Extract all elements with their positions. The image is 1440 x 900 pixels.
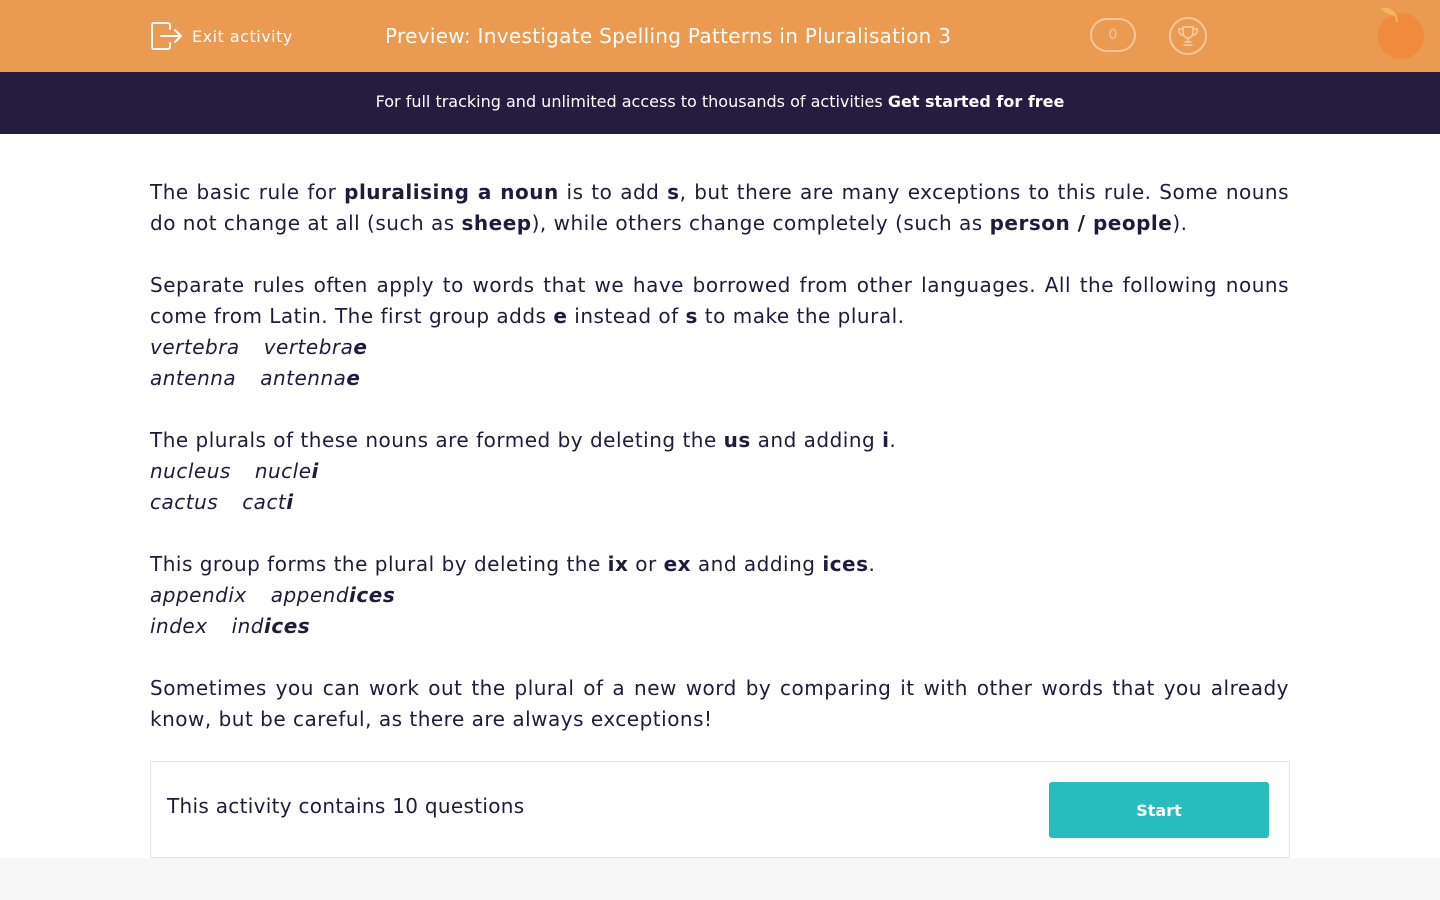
bold-term: sheep	[461, 211, 532, 235]
word-pair	[150, 363, 1289, 394]
text-run: The basic rule for	[150, 180, 345, 204]
score-counter: 0	[1090, 18, 1136, 52]
text-run: , but there are many exceptions to this rule. Some nouns do not change at all (such as	[150, 180, 1289, 235]
text-run: This group forms the plural by deleting the	[150, 552, 608, 576]
promo-text: For full tracking and unlimited access to thousands of activities	[375, 92, 883, 111]
word-pair	[150, 332, 1289, 363]
promo-banner	[0, 72, 1440, 134]
word-pair	[150, 456, 1289, 487]
activity-card	[150, 761, 1290, 858]
plural-word: cacti	[242, 490, 294, 514]
singular-word: nucleus	[150, 459, 231, 483]
exit-activity-label: Exit activity	[192, 26, 293, 46]
bold-term: us	[723, 428, 751, 452]
word-pair	[150, 611, 1289, 642]
singular-word: vertebra	[150, 335, 240, 359]
trophy-icon	[1177, 25, 1199, 47]
intro-paragraph	[150, 177, 1289, 239]
text-run: to make the plural.	[697, 304, 905, 328]
text-run: and adding	[750, 428, 883, 452]
get-started-link[interactable]: Get started for free	[887, 92, 1065, 111]
text-run: instead of	[567, 304, 686, 328]
plural-word: appendices	[270, 583, 396, 607]
singular-word: cactus	[150, 490, 219, 514]
text-run: The plurals of these nouns are formed by deleting the	[150, 428, 724, 452]
text-run: Separate rules often apply to words that we have borrowed from other languages. All the following nouns come from Latin. The first group adds	[150, 273, 1289, 328]
plural-word: vertebrae	[263, 335, 368, 359]
bold-term: ex	[663, 552, 692, 576]
bold-term: i	[882, 428, 890, 452]
text-run: ), while others change completely (such as	[531, 211, 990, 235]
bold-term: person / people	[989, 211, 1173, 235]
footer-band	[0, 858, 1440, 900]
singular-word: antenna	[150, 366, 237, 390]
exit-activity-button[interactable]	[150, 20, 293, 52]
bold-term: s	[667, 180, 680, 204]
text-run: or	[628, 552, 664, 576]
text-run: and adding	[691, 552, 823, 576]
bold-term: ices	[822, 552, 869, 576]
orange-logo-icon	[1376, 6, 1426, 60]
text-run: ).	[1172, 211, 1188, 235]
plural-word: antennae	[260, 366, 361, 390]
text-run: .	[868, 552, 876, 576]
bold-term: s	[685, 304, 698, 328]
singular-word: appendix	[150, 583, 247, 607]
start-button[interactable]: Start	[1049, 782, 1269, 838]
ices-paragraph	[150, 549, 1289, 580]
latin-paragraph	[150, 270, 1289, 332]
word-pair	[150, 580, 1289, 611]
lesson-content	[150, 177, 1289, 735]
trophy-button[interactable]	[1169, 17, 1207, 55]
plural-word: nuclei	[254, 459, 319, 483]
bold-term: e	[553, 304, 568, 328]
bold-term: ix	[607, 552, 629, 576]
closing-paragraph: Sometimes you can work out the plural of a new word by comparing it with other words that you already know, but be careful, as there are always exceptions!	[150, 676, 1289, 731]
question-count-text: This activity contains 10 questions	[167, 794, 525, 818]
plural-word: indices	[231, 614, 311, 638]
bold-term: pluralising a noun	[344, 180, 559, 204]
word-pair	[150, 487, 1289, 518]
page-title: Preview: Investigate Spelling Patterns in Pluralisation 3	[385, 24, 952, 48]
top-bar	[0, 0, 1440, 72]
singular-word: index	[150, 614, 208, 638]
text-run: is to add	[558, 180, 668, 204]
exit-icon	[150, 21, 184, 51]
us-paragraph	[150, 425, 1289, 456]
text-run: .	[889, 428, 897, 452]
